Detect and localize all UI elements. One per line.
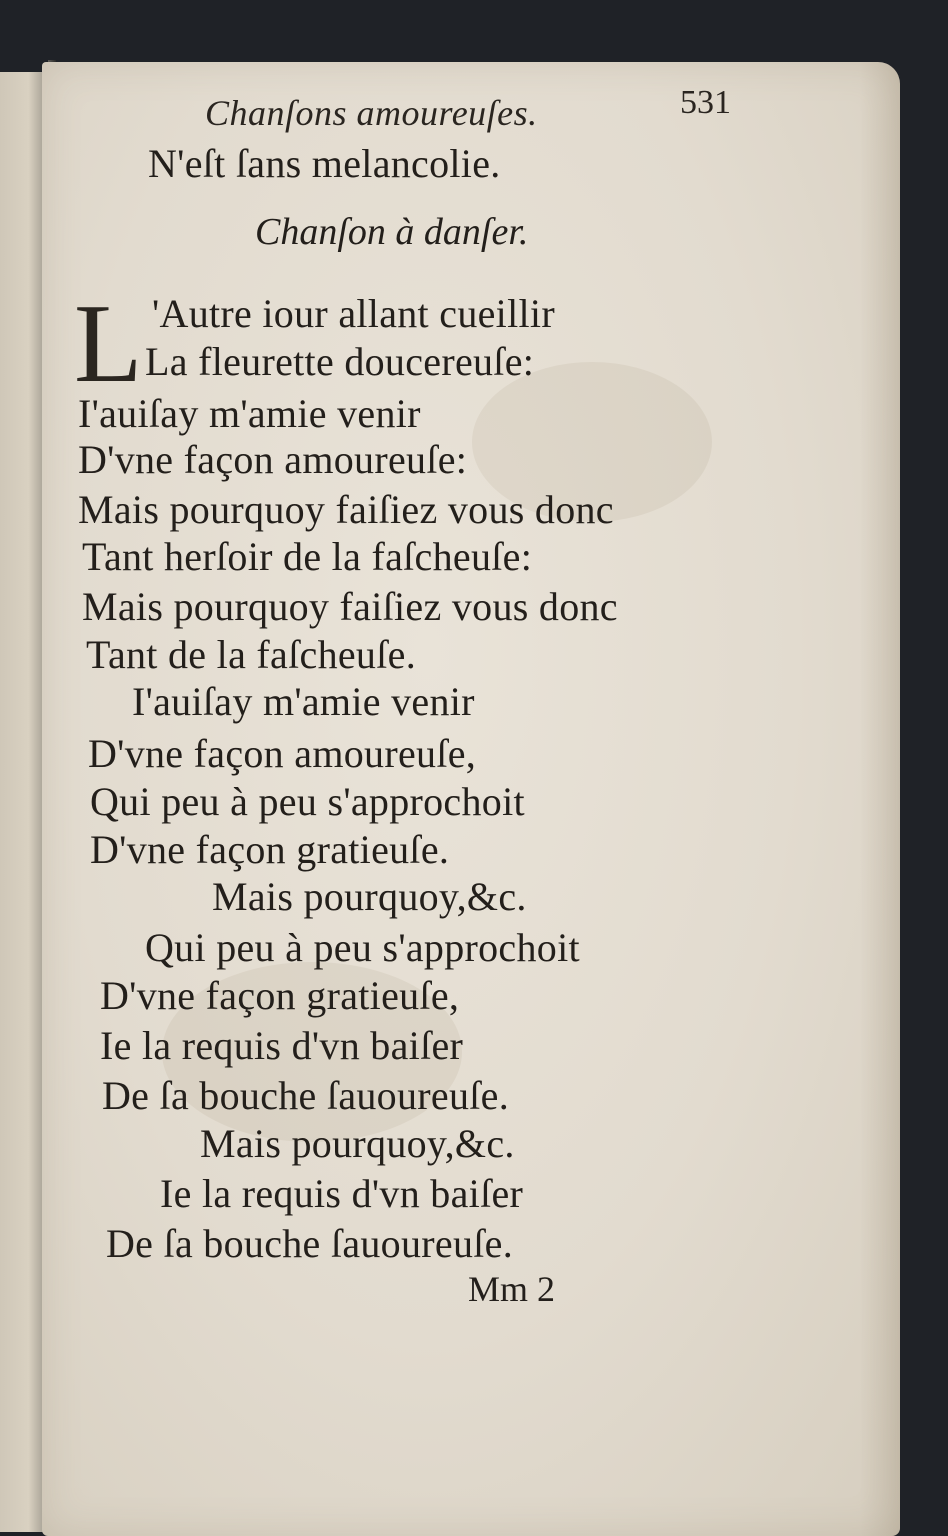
verse-line: Mais pourquoy,&c. [212,874,527,919]
verse-line: 'Autre iour allant cueillir [152,291,555,336]
verse-line: Ie la requis d'vn baiſer [100,1023,464,1068]
verse-line: Qui peu à peu s'approchoit [90,779,525,824]
verse-line: I'auiſay m'amie venir [78,391,421,436]
drop-cap: L [74,282,143,406]
verse-line: Mais pourquoy faiſiez vous donc [78,487,614,532]
page-number: 531 [680,84,731,121]
verse-line: Mais pourquoy,&c. [200,1121,515,1166]
closing-line: N'eſt ſans melancolie. [148,141,501,186]
running-head: Chanſons amoureuſes. [205,93,538,133]
song-title: Chanſon à danſer. [255,211,529,253]
verse-line: De ſa bouche ſauoureuſe. [106,1221,514,1266]
verse-line: D'vne façon amoureuſe, [88,731,477,776]
verse-line: I'auiſay m'amie venir [132,679,475,724]
verse-line: Qui peu à peu s'approchoit [145,925,580,970]
verse-line: La fleurette doucereuſe: [145,339,535,384]
verse-line: D'vne façon gratieuſe, [100,973,460,1018]
verse-line: Tant herſoir de la faſcheuſe: [82,534,533,579]
verse-line: D'vne façon gratieuſe. [90,827,450,872]
verse-line: Mais pourquoy faiſiez vous donc [82,584,618,629]
verse-line: D'vne façon amoureuſe: [78,437,468,482]
signature-mark: Mm 2 [468,1269,556,1309]
verse-line: De ſa bouche ſauoureuſe. [102,1073,510,1118]
verse-line: Ie la requis d'vn baiſer [160,1171,524,1216]
verse-line: Tant de la faſcheuſe. [86,632,416,677]
